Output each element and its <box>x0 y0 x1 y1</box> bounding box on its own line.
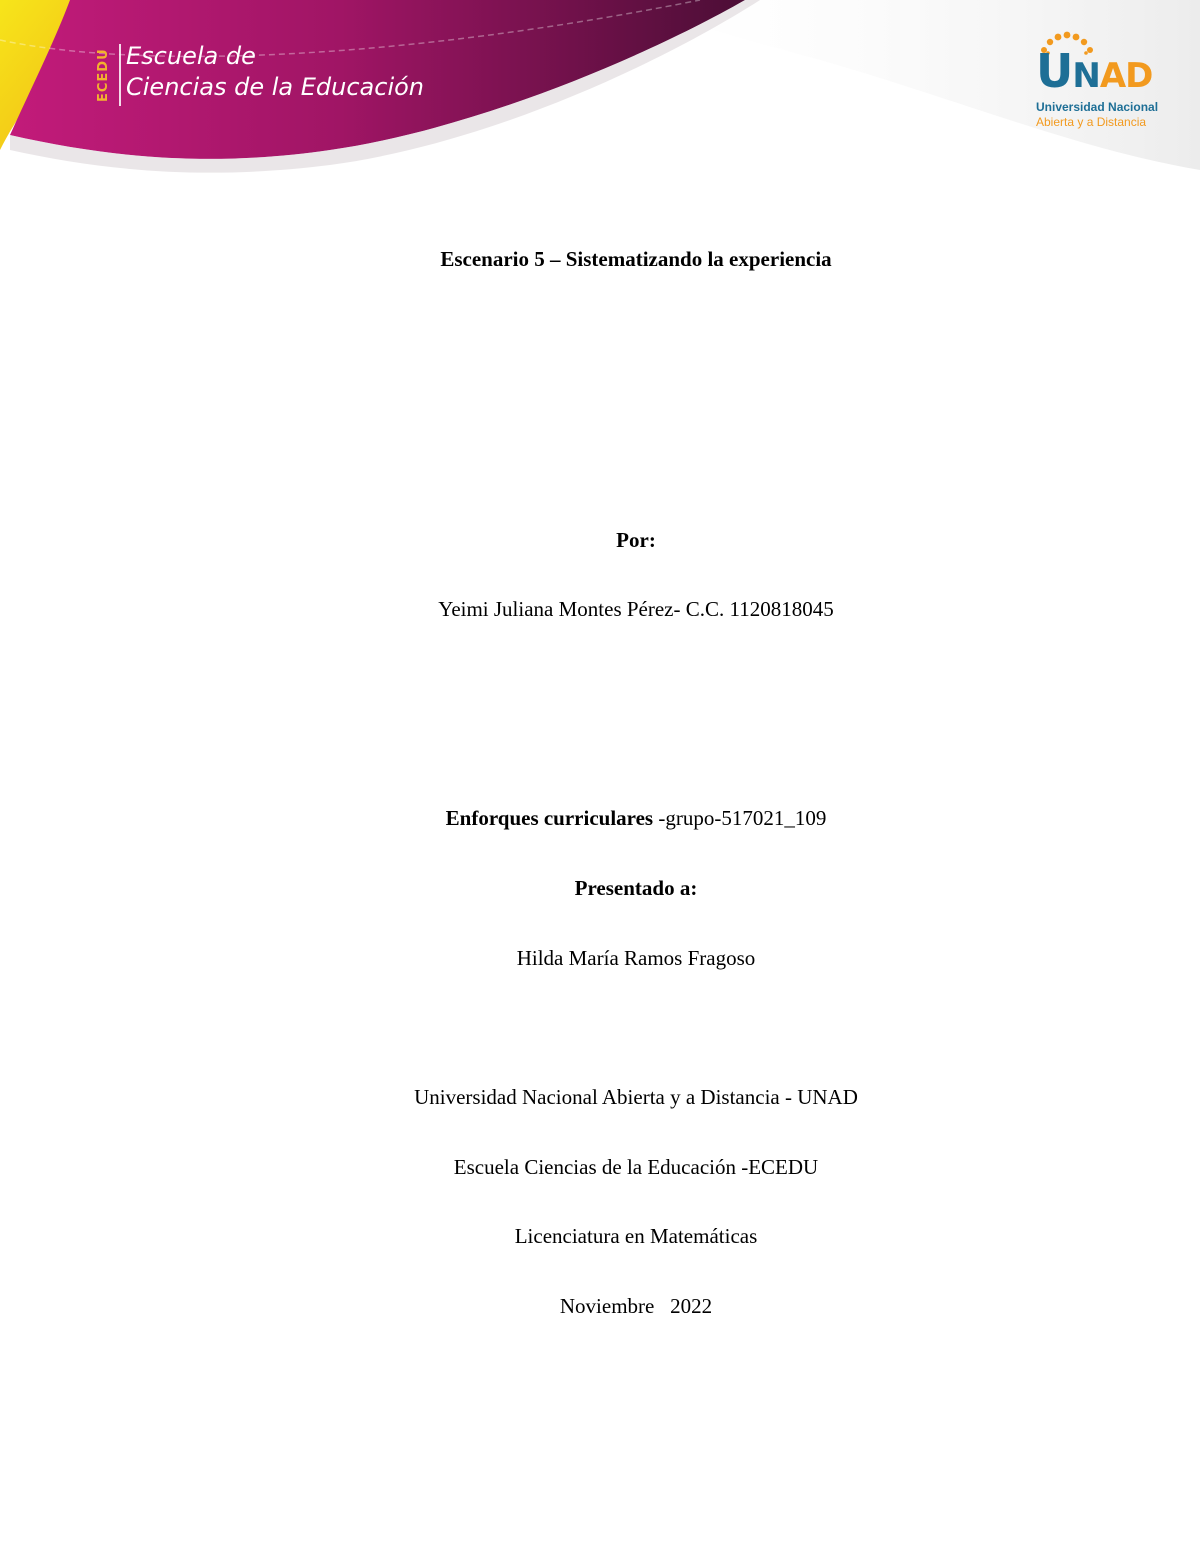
header-divider <box>119 44 121 106</box>
document-title: Escenario 5 – Sistematizando la experiencia <box>440 247 832 271</box>
school-title-line2: Ciencias de la Educación <box>126 73 425 101</box>
unad-letter-u: U <box>1036 44 1073 98</box>
presented-label: Presentado a: <box>574 876 698 900</box>
course-group: -grupo-517021_109 <box>653 806 827 830</box>
by-label: Por: <box>616 528 656 552</box>
unad-letters-ad: AD <box>1099 56 1153 96</box>
date-line: Noviembre 2022 <box>559 1294 713 1318</box>
unad-letter-n: N <box>1072 56 1100 96</box>
ecedu-vertical-label: ECEDU <box>96 48 111 102</box>
program-line: Licenciatura en Matemáticas <box>514 1224 758 1248</box>
tutor-name: Hilda María Ramos Fragoso <box>516 946 756 970</box>
school-line: Escuela Ciencias de la Educación -ECEDU <box>453 1155 819 1179</box>
unad-wordmark <box>1036 46 1152 101</box>
author-line: Yeimi Juliana Montes Pérez- C.C. 1120818045 <box>438 597 834 621</box>
unad-logo-line2: Abierta y a Distancia <box>1036 115 1147 129</box>
unad-logo-line1: Universidad Nacional <box>1036 100 1159 114</box>
school-title-line1: Escuela de <box>126 42 256 70</box>
school-title <box>126 41 424 103</box>
university-line: Universidad Nacional Abierta y a Distancia - UNAD <box>414 1085 858 1109</box>
course-line <box>0 805 1200 831</box>
course-name: Enforques curriculares <box>445 806 654 830</box>
